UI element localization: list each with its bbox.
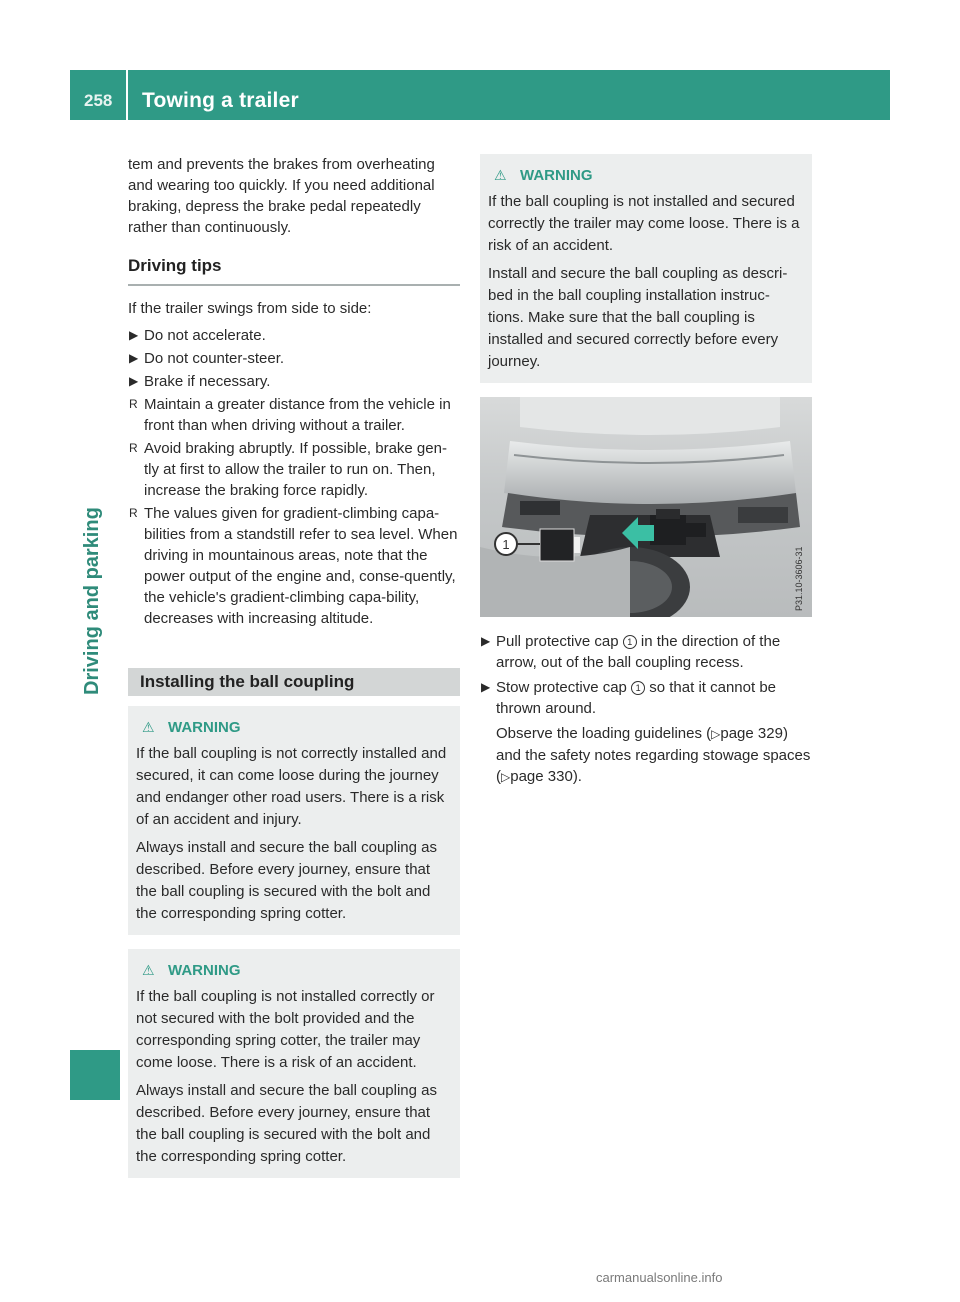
page-ref-arrow-icon: ▷	[711, 727, 721, 741]
r-bullet-icon: R	[129, 441, 138, 455]
arrow-bullet-icon: ▶	[481, 634, 491, 648]
warning-box	[128, 706, 460, 935]
side-tab	[70, 120, 120, 1100]
site-watermark: carmanualsonline.info	[596, 1270, 723, 1285]
arrow-bullet-icon: ▶	[129, 351, 139, 365]
instruction-list	[480, 631, 812, 788]
callout-marker: 1	[623, 635, 637, 649]
action-item: ▶ Do not accelerate.	[129, 327, 266, 344]
warning-text: If the ball coupling is not installed and secured correctly the trailer may come loose. There is a risk of an accident.	[488, 193, 800, 254]
r-bullet-icon: R	[129, 397, 138, 411]
warning-text: If the ball coupling is not correctly installed and secured, it can come loose during the journey and endanger other road users. There is a risk of an accident and injury.	[136, 745, 447, 828]
warning-triangle-icon: ⚠	[142, 962, 155, 978]
recommendation-item: R Maintain a greater distance from the vehicle in front than when driving without a trailer.	[129, 396, 451, 434]
warning-text: Always install and secure the ball coupling as described. Before every journey, ensure that the ball coupling is secured with the bolt and the corresponding spring cotter.	[136, 1082, 438, 1165]
arrow-bullet-icon: ▶	[129, 328, 139, 342]
header-divider	[126, 70, 128, 120]
warning-triangle-icon: ⚠	[142, 719, 155, 735]
warning-text: Always install and secure the ball coupling as described. Before every journey, ensure that the ball coupling is secured with the bolt and the corresponding spring cotter.	[136, 839, 438, 922]
photo-callout: 1	[502, 537, 510, 552]
warning-text: Install and secure the ball coupling as descri-bed in the ball coupling installation instruc-tions. Make sure that the ball coupling is installed and secured correctly before every journey.	[488, 265, 788, 370]
action-item: ▶ Do not counter-steer.	[129, 350, 285, 367]
continued-paragraph: tem and prevents the brakes from overheating and wearing too quickly. If you need additional braking, depress the brake pedal repeatedly rather than continuously.	[128, 156, 435, 236]
driving-tips-intro: If the trailer swings from side to side:	[128, 300, 372, 317]
page-reference-link[interactable]: page 330	[510, 768, 573, 785]
image-code: P31.10-3606-31	[794, 546, 804, 611]
recommendation-item: R Avoid braking abruptly. If possible, brake gen-tly at first to allow the trailer to run on. Then, increase the braking force rapidly.	[129, 440, 447, 499]
instruction-item: ▶ Pull protective cap 1 in the direction of the arrow, out of the ball coupling recess.	[481, 633, 781, 671]
left-column	[128, 154, 460, 1178]
right-column	[480, 154, 812, 788]
warning-box	[128, 949, 460, 1178]
page-number: 258	[84, 91, 113, 110]
page-ref-arrow-icon: ▷	[501, 770, 511, 784]
arrow-bullet-icon: ▶	[481, 680, 491, 694]
chapter-title: Towing a trailer	[142, 89, 299, 112]
callout-marker: 1	[631, 681, 645, 695]
loading-note: Observe the loading guidelines (▷page 329) and the safety notes regarding stowage spaces (▷page 330).	[496, 725, 811, 785]
page-header	[70, 70, 890, 120]
section-title: Installing the ball coupling	[128, 668, 460, 696]
vehicle-rear-illustration	[480, 397, 812, 617]
action-item: ▶ Brake if necessary.	[129, 373, 271, 390]
warning-header: ⚠ WARNING	[488, 164, 804, 187]
ball-coupling-photo	[480, 397, 812, 617]
instruction-item: ▶ Stow protective cap 1 so that it cannot be thrown around.	[481, 679, 776, 717]
recommendation-item: R The values given for gradient-climbing capa-bilities from a standstill refer to sea level. When driving in mountainous areas, note that the power output of the engine and, conse-quently, the vehicle's gradient-climbing capa-bility, decreases with increasing altitude.	[129, 505, 458, 627]
r-bullet-icon: R	[129, 506, 138, 520]
side-tab-marker	[70, 1050, 120, 1100]
side-tab-label: Driving and parking	[81, 507, 103, 695]
arrow-bullet-icon: ▶	[129, 374, 139, 388]
page-reference-link[interactable]: page 329	[720, 725, 783, 742]
warning-box	[480, 154, 812, 383]
warning-header: ⚠ WARNING	[136, 716, 452, 739]
warning-header: ⚠ WARNING	[136, 959, 452, 982]
warning-text: If the ball coupling is not installed correctly or not secured with the bolt provided and the corresponding spring cotter, the trailer may come loose. There is a risk of an accident.	[136, 988, 435, 1071]
warning-triangle-icon: ⚠	[494, 167, 507, 183]
driving-tips-heading: Driving tips	[128, 255, 460, 286]
